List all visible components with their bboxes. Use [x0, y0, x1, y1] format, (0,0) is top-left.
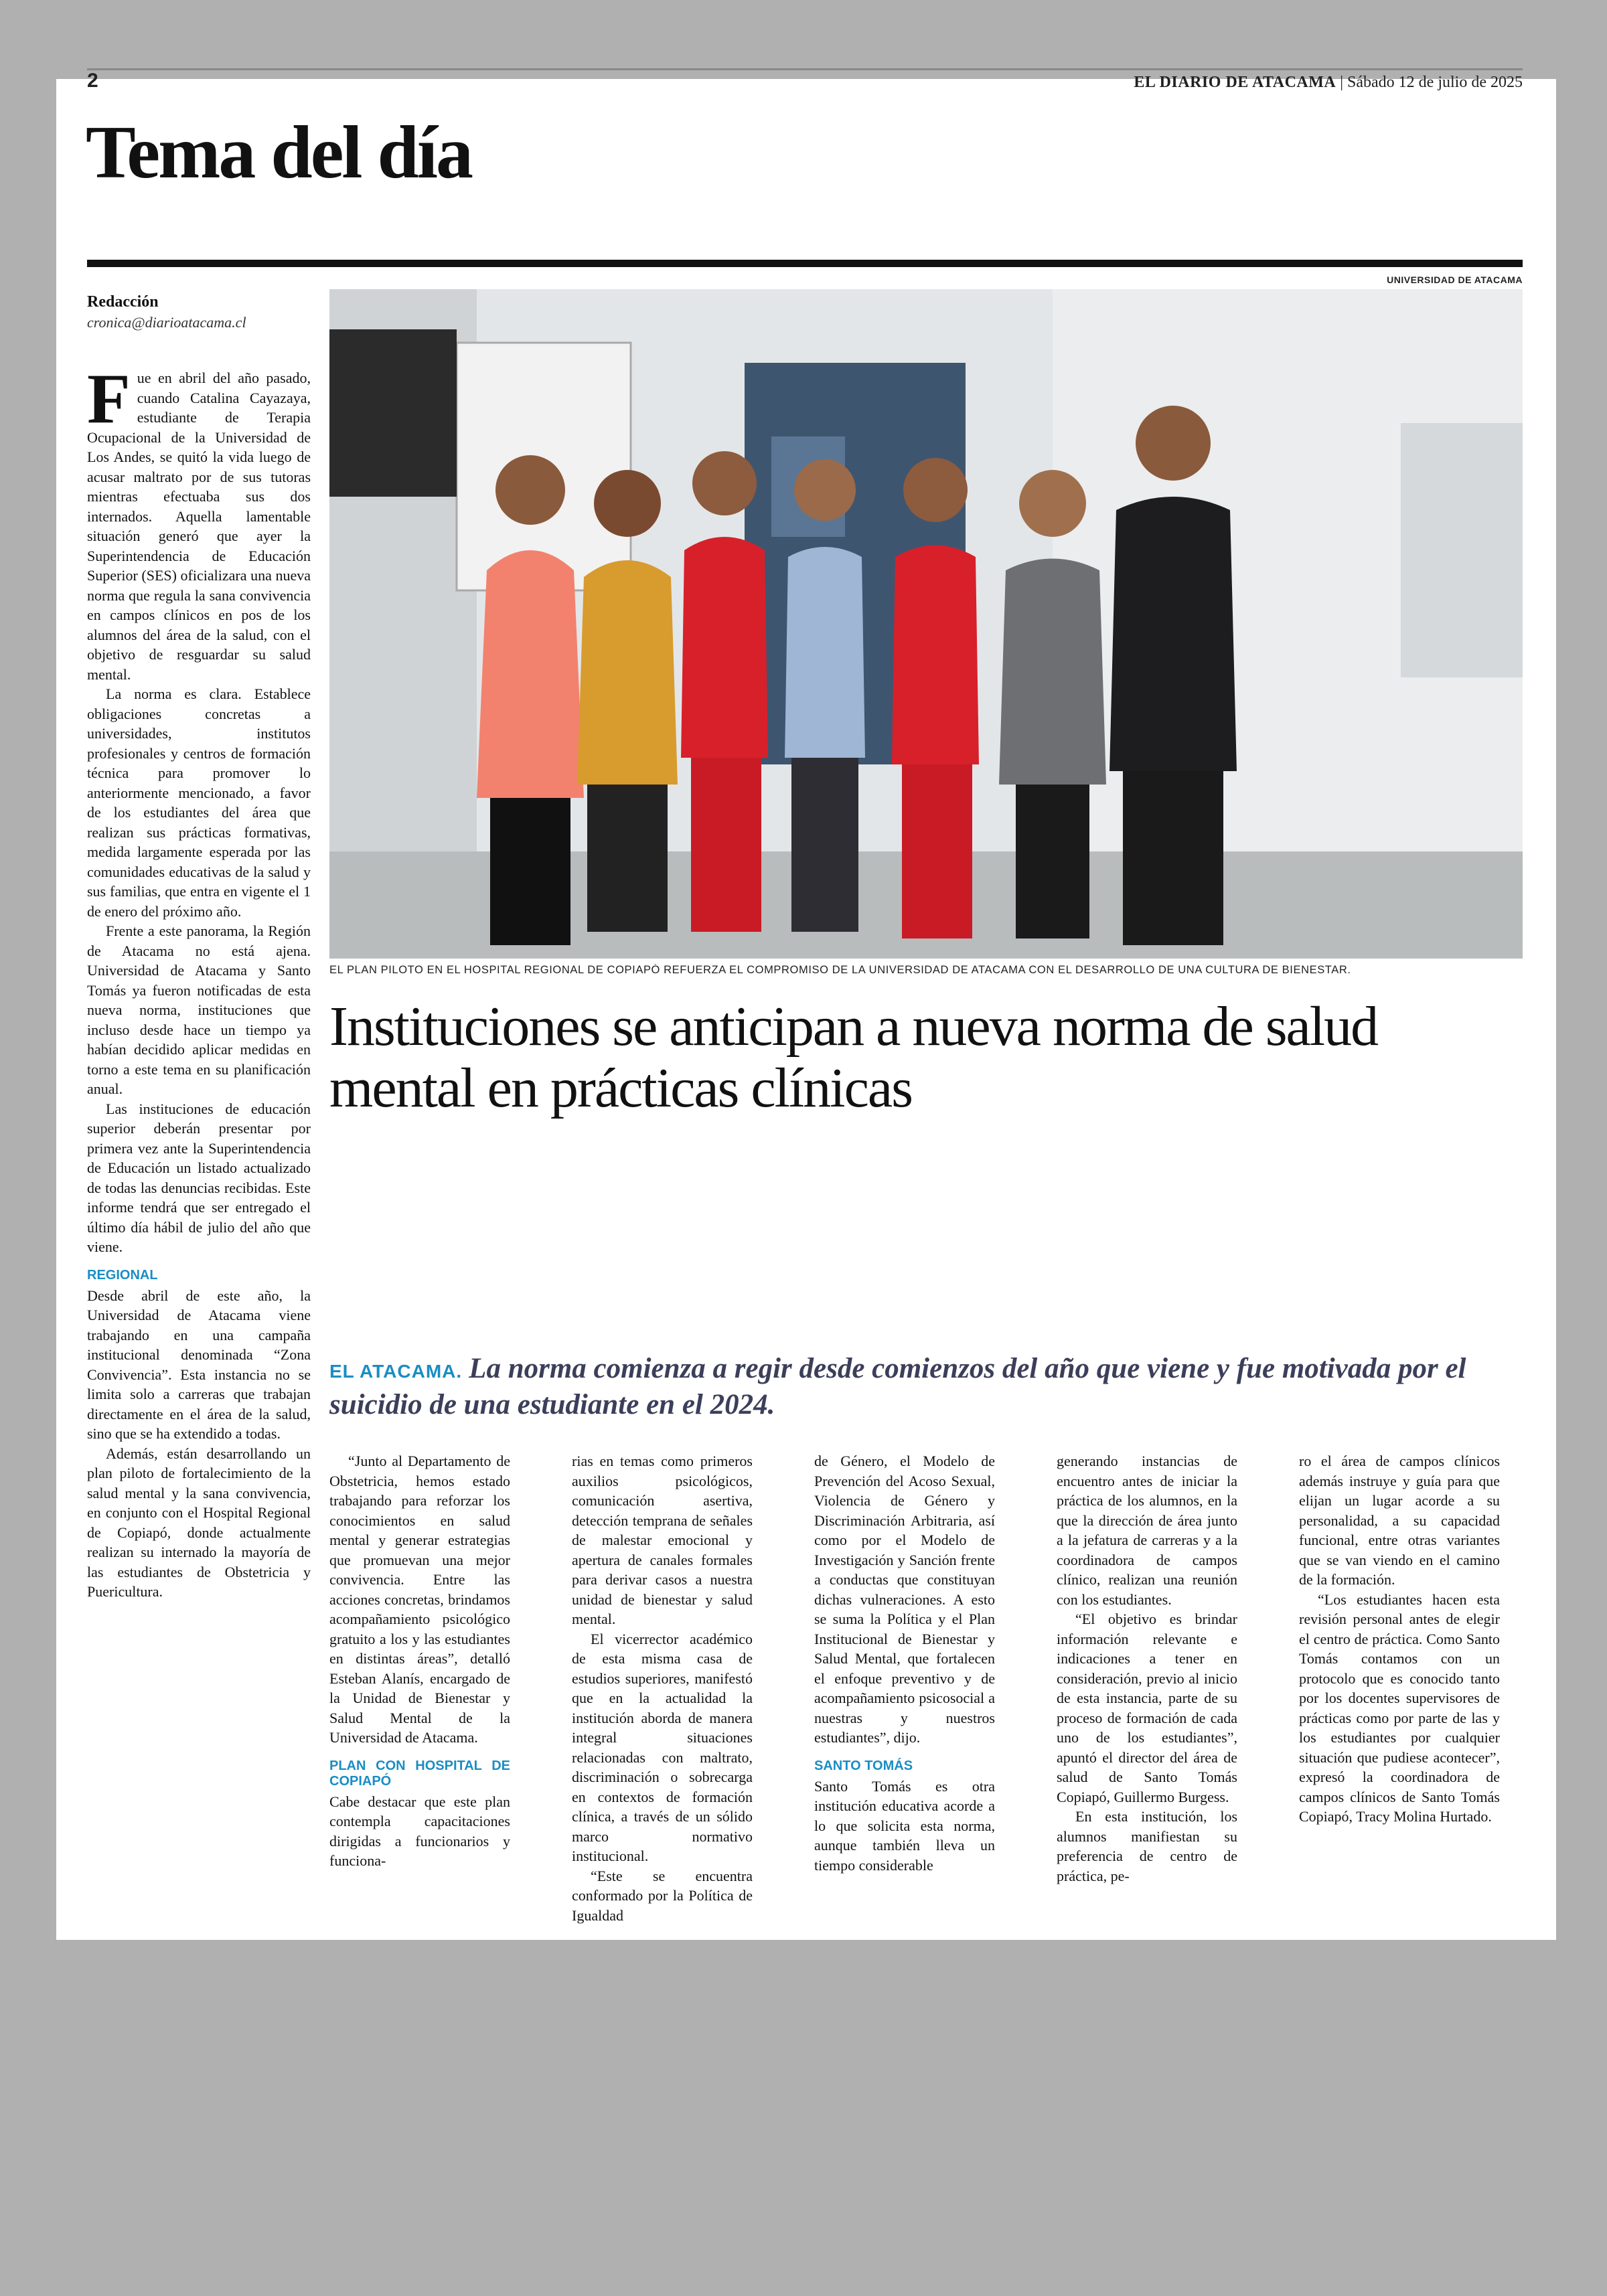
photo-credit: UNIVERSIDAD DE ATACAMA	[1387, 274, 1523, 285]
article-column-3	[572, 1451, 753, 1925]
masthead	[1134, 74, 1523, 92]
paragraph: “Junto al Departamento de Obstetricia, hemos estado trabajando para reforzar los conocimientos en salud mental y generar estrategias que promuevan una mejor convivencia. Entre las acciones concretas, brindamos acompañamiento psicológico gratuito a los y las estudiantes en distintas áreas”, detalló Esteban Alanís, encargado de la Unidad de Bienestar y Salud Mental de la Universidad de Atacama.	[329, 1453, 510, 1746]
article-photo	[329, 289, 1523, 959]
drop-cap: F	[87, 359, 131, 438]
headline: Instituciones se anticipan a nueva norma de salud mental en prácticas clínicas	[329, 995, 1378, 1120]
section-title: Tema del día	[86, 111, 471, 194]
article-column-4	[814, 1451, 995, 1875]
subhead-plan: PLAN CON HOSPITAL DE COPIAPÓ	[329, 1758, 510, 1789]
deck-kicker: EL ATACAMA.	[329, 1361, 463, 1382]
section-rule	[87, 260, 1523, 267]
paragraph: Santo Tomás es otra institución educativa acorde a lo que solicita esta norma, aunque también lleva un tiempo considerable	[814, 1777, 995, 1874]
paragraph: “El objetivo es brindar información relevante e indicaciones a tener en consideración, previo al inicio de esta instancia, parte de su proceso de formación de cada uno de los estudiantes”, apuntó el director del área de salud de Santo Tomás Copiapó, Guillermo Burgess.	[1057, 1611, 1237, 1805]
subhead-santo-tomas: SANTO TOMÁS	[814, 1758, 913, 1773]
article-column-1	[87, 359, 311, 1602]
paragraph: Fue en abril del año pasado, cuando Catalina Cayazaya, estudiante de Terapia Ocupacional de la Universidad de Los Andes, se quitó la vida luego de acusar maltrato por de sus tutoras mientras efectuaba sus dos internados. Aquella lamentable situación generó que ayer la Superintendencia de Educación Superior (SES) oficializara una nueva norma que regula la sana convivencia en campos clínicos en pos de los alumnos del área de la salud, con el objetivo de resguardar su salud mental.	[87, 359, 311, 683]
page-number: 2	[87, 70, 98, 92]
paragraph: Además, están desarrollando un plan piloto de fortalecimiento de la salud mental y la sana convivencia, en conjunto con el Hospital Regional de Copiapó, donde actualmente realizan su internado la mayoría de las estudiantes de Obstetricia y Puericultura.	[87, 1445, 311, 1600]
deck	[329, 1351, 1528, 1423]
paragraph: ro el área de campos clínicos además instruye y guía para que elijan un lugar acorde a su personalidad, a su capacidad funcional, entre otras variantes que se van viendo en el camino de la formación.	[1299, 1453, 1500, 1588]
masthead-separator: |	[1340, 74, 1344, 91]
paragraph: generando instancias de encuentro antes de iniciar la práctica de los alumnos, en la que la dirección de área junto a la jefatura de carreras y a la coordinadora de campos clínico, realizan una reunión con los estudiantes.	[1057, 1453, 1237, 1608]
paragraph: de Género, el Modelo de Prevención del Acoso Sexual, Violencia de Género y Discriminación Arbitraria, así como por el Modelo de Investigación y Sanción frente a conductas que constituyan dichas vulneraciones. A esto se suma la Política y el Plan Institucional de Bienestar y Salud Mental, que fortalecen el enfoque preventivo y de acompañamiento psicosocial a nuestras y nuestros estudiantes”, dijo.	[814, 1453, 995, 1746]
byline	[87, 293, 308, 331]
paragraph: “Los estudiantes hacen esta revisión personal antes de elegir el centro de práctica. Como Santo Tomás contamos con un protocolo que es conocido tanto por los docentes supervisores de prácticas como por parte de las y los estudiantes por cualquier situación que pudiese acontecer”, expresó la coordinadora de campos clínicos de Santo Tomás Copiapó, Tracy Molina Hurtado.	[1299, 1590, 1500, 1825]
paragraph: La norma es clara. Establece obligaciones concretas a universidades, institutos profesionales y centros de formación técnica para promover lo anteriormente mencionado, a favor de los estudiantes del área que realizan sus prácticas formativas, medida largamente esperada por las comunidades educativas de la salud y sus familias, que entra en vigente el 1 de enero del próximo año.	[87, 685, 311, 920]
author: Redacción	[87, 293, 159, 311]
top-rule	[87, 68, 1523, 70]
paragraph: rias en temas como primeros auxilios psicológicos, comunicación asertiva, detección temprana de señales de malestar emocional y apertura de canales formales para derivar casos a nuestra unidad de bienestar y salud mental.	[572, 1453, 753, 1627]
group-photo-illustration	[329, 289, 1523, 959]
deck-text: La norma comienza a regir desde comienzos del año que viene y fue motivada por el suicidio de una estudiante en el 2024.	[329, 1353, 1466, 1420]
paragraph: El vicerrector académico de esta misma casa de estudios superiores, manifestó que en la actualidad la institución aborda de manera integral situaciones relacionadas con maltrato, discriminación o sobrecarga en contextos de formación clínica, a través de un sólido marco normativo institucional.	[572, 1630, 753, 1864]
paragraph: Las instituciones de educación superior deberán presentar por primera vez ante la Superintendencia de Educación un listado actualizado de todas las denuncias recibidas. Este informe tendrá que ser entregado el último día hábil de julio del año que viene.	[87, 1100, 311, 1255]
author-email: cronica@diarioatacama.cl	[87, 314, 246, 331]
paragraph: En esta institución, los alumnos manifiestan su preferencia de centro de práctica, pe-	[1057, 1808, 1237, 1884]
paragraph: Frente a este panorama, la Región de Atacama no está ajena. Universidad de Atacama y Santo Tomás ya fueron notificadas de esta nueva norma, instituciones que incluso desde hace un tiempo ya habían decidido aplicar medidas en torno a este tema en su planificación anual.	[87, 922, 311, 1097]
paragraph: Cabe destacar que este plan contempla capacitaciones dirigidas a funcionarios y funciona-	[329, 1793, 510, 1869]
newspaper-page	[56, 70, 1556, 1940]
subhead-regional: REGIONAL	[87, 1267, 158, 1283]
article-column-5	[1057, 1451, 1237, 1886]
issue-date: Sábado 12 de julio de 2025	[1347, 74, 1523, 91]
paragraph: Desde abril de este año, la Universidad de Atacama viene trabajando en una campaña institucional denominada “Zona Convivencia”. Esta instancia no se limita solo a carreras que trabajan directamente en el área de la salud, sino que se ha extendido a todas.	[87, 1287, 311, 1442]
photo-caption: EL PLAN PILOTO EN EL HOSPITAL REGIONAL DE COPIAPÓ REFUERZA EL COMPROMISO DE LA UNIVERSIDAD DE ATACAMA CON EL DESARROLLO DE UNA CULTURA DE BIENESTAR.	[329, 964, 1351, 976]
paragraph: “Este se encuentra conformado por la Política de Igualdad	[572, 1867, 753, 1924]
article-column-2	[329, 1451, 510, 1871]
article-column-6	[1299, 1451, 1500, 1827]
newspaper-name: EL DIARIO DE ATACAMA	[1134, 74, 1336, 91]
